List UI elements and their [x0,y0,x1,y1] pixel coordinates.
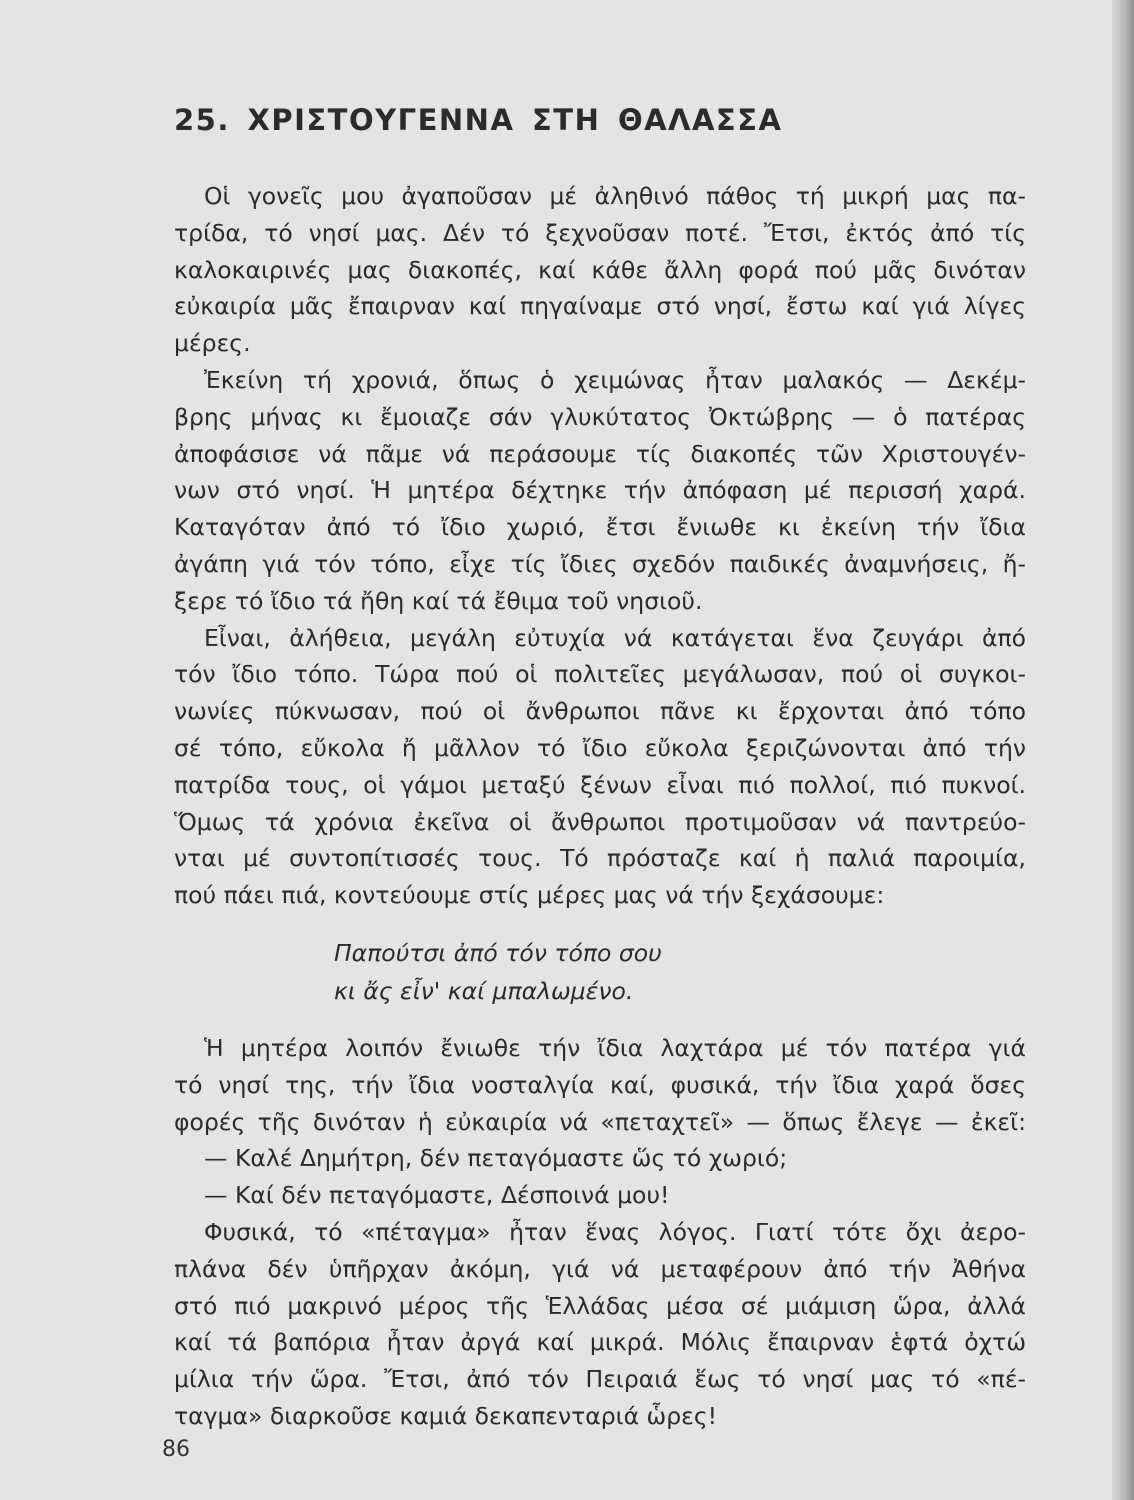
text-line: μέρες. [174,329,251,358]
text-line: πού πάει πιά, κοντεύουμε στίς μέρες μας νά τήν ξεχάσουμε: [174,881,885,910]
text-line: Καταγόταν ἀπό τό ἴδιο χωριό, ἔτσι ἔνιωθε κι ἐκείνη τήν ἴδια [174,513,1026,542]
text-line: Φυσικά, τό «πέταγμα» ἦταν ἕνας λόγος. Γιατί τότε ὄχι ἀερο- [204,1217,1026,1246]
text-line: Οἱ γονεῖς μου ἀγαποῦσαν μέ ἀληθινό πάθος τή μικρή μας πα- [204,182,1026,210]
text-line: τόν ἴδιο τόπο. Τώρα πού οἱ πολιτεῖες μεγάλωσαν, πού οἱ συγκοι- [174,660,1026,689]
text-line: εὐκαιρία μᾶς ἔπαιρναν καί πηγαίναμε στό νησί, ἔστω καί γιά λίγες [174,292,1026,321]
text-line: φορές τῆς δινόταν ἡ εὐκαιρία νά «πεταχτεῖ» — ὅπως ἔλεγε — ἐκεῖ: [174,1107,1026,1136]
text-line: νται μέ συντοπίτισσές τους. Τό πρόσταζε καί ἡ παλιά παροιμία, [174,844,1026,873]
text-line: καί τά βαπόρια ἦταν ἀργά καί μικρά. Μόλις ἔπαιρναν ἑφτά ὀχτώ [174,1328,1026,1357]
dialogue-line: — Καλέ Δημήτρη, δέν πεταγόμαστε ὥς τό χωριό; [204,1144,788,1173]
text-line: ἀποφάσισε νά πᾶμε νά περάσουμε τίς διακοπές τῶν Χριστουγέν- [174,439,1026,468]
text-line: νων στό νησί. Ἡ μητέρα δέχτηκε τήν ἀπόφαση μέ περισσή χαρά. [174,476,1026,505]
text-line: βρης μήνας κι ἔμοιαζε σάν γλυκύτατος Ὀκτώβρης — ὁ πατέρας [174,402,1026,431]
page-number: 86 [162,1437,190,1462]
text-line: πλάνα δέν ὑπῆρχαν ἀκόμη, γιά νά μεταφέρουν ἀπό τήν Ἀθήνα [174,1254,1026,1283]
text-line: Ὅμως τά χρόνια ἐκεῖνα οἱ ἄνθρωποι προτιμοῦσαν νά παντρεύο- [174,807,1026,836]
dialogue-line: — Καί δέν πεταγόμαστε, Δέσποινά μου! [204,1181,670,1210]
text-line: ἀγάπη γιά τόν τόπο, εἶχε τίς ἴδιες σχεδόν παιδικές ἀναμνήσεις, ἤ- [174,549,1026,578]
text-line: τό νησί της, τήν ἴδια νοσταλγία καί, φυσικά, τήν ἴδια χαρά ὅσες [174,1070,1026,1099]
text-line: μίλια τήν ὥρα. Ἔτσι, ἀπό τόν Πειραιά ἕως τό νησί μας τό «πέ- [174,1365,1026,1394]
text-line: Εἶναι, ἀλήθεια, μεγάλη εὐτυχία νά κατάγεται ἕνα ζευγάρι ἀπό [204,623,1026,652]
text-line: στό πιό μακρινό μέρος τῆς Ἑλλάδας μέσα σέ μιάμιση ὥρα, ἀλλά [174,1291,1026,1320]
text-line: πατρίδα τους, οἱ γάμοι μεταξύ ξένων εἶναι πιό πολλοί, πιό πυκνοί. [174,770,1026,799]
text-line: Ἐκείνη τή χρονιά, ὅπως ὁ χειμώνας ἦταν μαλακός — Δεκέμ- [204,365,1026,394]
chapter-body [174,178,1026,1435]
verse-line: Παπούτσι ἀπό τόν τόπο σου [334,938,662,967]
chapter-title: 25. ΧΡΙΣΤΟΥΓΕΝΝΑ ΣΤΗ ΘΑΛΑΣΣΑ [174,103,783,137]
text-line: σέ τόπο, εὔκολα ἤ μᾶλλον τό ἴδιο εὔκολα ξεριζώνονται ἀπό τήν [174,733,1026,762]
text-line: ταγμα» διαρκοῦσε καμιά δεκαπενταριά ὧρες! [174,1401,718,1430]
text-line: ξερε τό ἴδιο τά ἤθη καί τά ἔθιμα τοῦ νησιοῦ. [174,586,703,615]
page-edge-shadow [1112,0,1134,1500]
text-line: Ἡ μητέρα λοιπόν ἔνιωθε τήν ἴδια λαχτάρα μέ τόν πατέρα γιά [204,1033,1026,1062]
text-line: τρίδα, τό νησί μας. Δέν τό ξεχνοῦσαν ποτέ. Ἔτσι, ἐκτός ἀπό τίς [174,218,1026,247]
verse-line: κι ἄς εἶν' καί μπαλωμένο. [334,976,634,1005]
text-line: καλοκαιρινές μας διακοπές, καί κάθε ἄλλη φορά πού μᾶς δινόταν [174,255,1026,284]
text-line: νωνίες πύκνωσαν, πού οἱ ἄνθρωποι πᾶνε κι ἔρχονται ἀπό τόπο [174,697,1026,726]
